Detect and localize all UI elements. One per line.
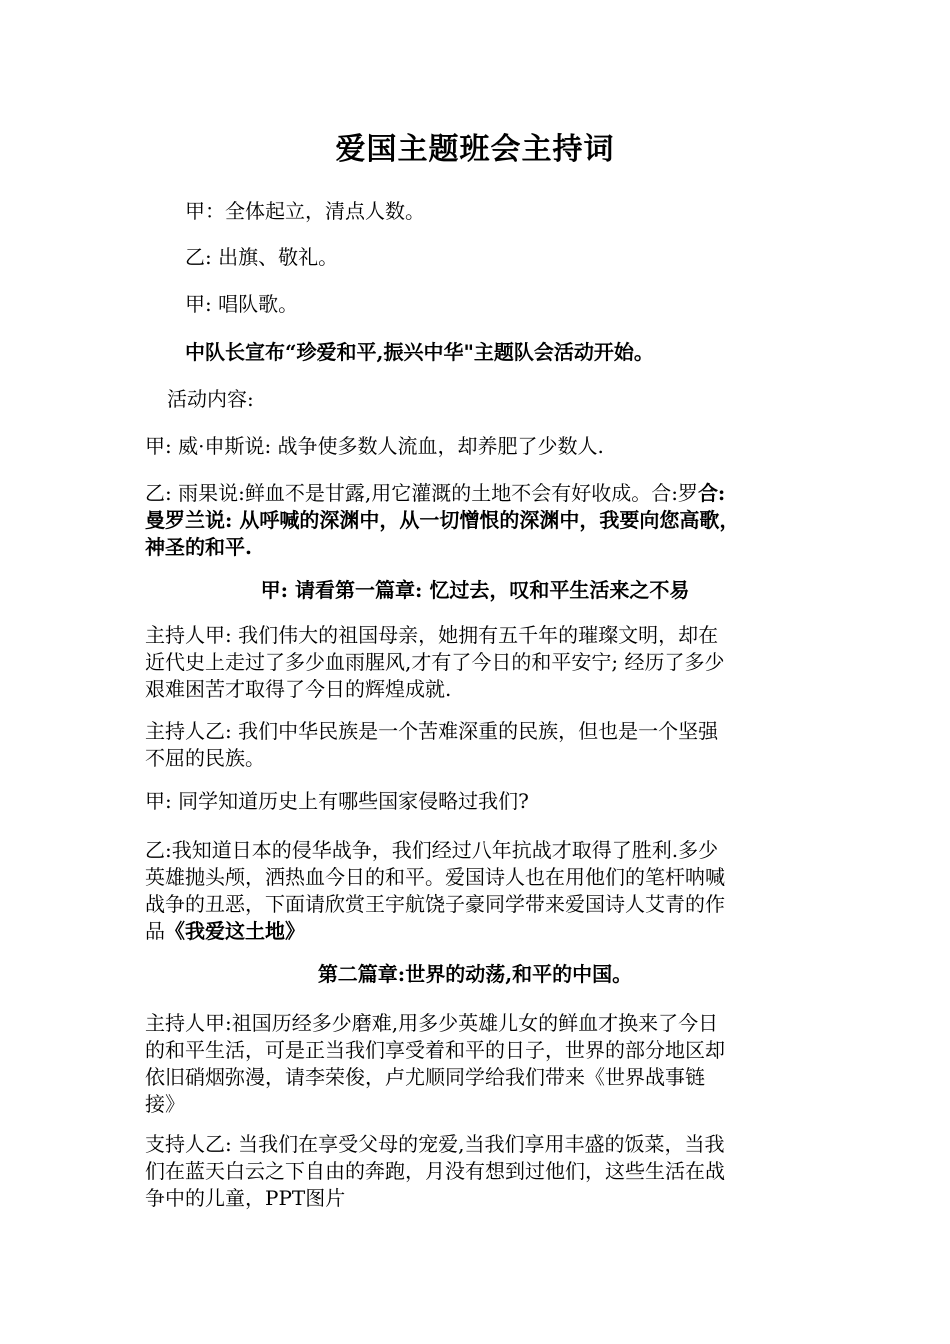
opening-line-2: 乙: 出旗、敬礼。 <box>185 245 339 269</box>
quote-yi-paragraph <box>145 480 825 561</box>
chapter-2-p1-line-1: 主持人甲:祖国历经多少磨难,用多少英雄儿女的鲜血才换来了今日 <box>145 1011 719 1035</box>
chapter-1-p4-line-2: 英雄抛头颅，洒热血今日的和平。爱国诗人也在用他们的笔杆呐喊 <box>145 865 725 889</box>
chapter-2-p2-line-2: 们在蓝天白云之下自由的奔跑，月没有想到过他们，这些生活在战 <box>145 1159 725 1183</box>
document-title: 爱国主题班会主持词 <box>335 132 615 167</box>
quote-yi-line-1-bold: 合: <box>697 481 726 505</box>
chapter-2-p2-line-3: 争中的儿童，PPT图片 <box>145 1186 346 1210</box>
chapter-2-p1-line-2: 的和平生活，可是正当我们享受着和平的日子，世界的部分地区却 <box>145 1038 725 1062</box>
opening-line-1: 甲：全体起立，清点人数。 <box>185 199 425 223</box>
quote-yi-line-3: 神圣的和平. <box>145 535 252 559</box>
chapter-1-p4-line-4-text: 品 <box>145 919 165 943</box>
chapter-1-p1-line-2: 近代史上走过了多少血雨腥风,才有了今日的和平安宁; 经历了多少 <box>145 650 725 674</box>
chapter-1-p4-line-1: 乙:我知道日本的侵华战争，我们经过八年抗战才取得了胜利.多少 <box>145 838 719 862</box>
chapter-1-p1-line-1: 主持人甲: 我们伟大的祖国母亲，她拥有五千年的璀璨文明，却在 <box>145 623 719 647</box>
chapter-2-paragraph-2 <box>145 1131 825 1212</box>
activity-content-label: 活动内容: <box>167 387 254 411</box>
quote-jia: 甲: 威·申斯说: 战争使多数人流血，却养肥了少数人. <box>145 434 604 458</box>
chapter-1-paragraph-2 <box>145 718 825 772</box>
chapter-1-heading: 甲: 请看第一篇章: 忆过去，叹和平生活来之不易 <box>260 578 690 602</box>
chapter-2-p1-line-4: 接》 <box>145 1092 185 1116</box>
poem-title: 《我爱这土地》 <box>165 919 305 943</box>
chapter-1-p4-line-3: 战争的丑恶，下面请欣赏王宇航饶子豪同学带来爱国诗人艾青的作 <box>145 892 725 916</box>
chapter-1-p2-line-2: 不屈的民族。 <box>145 746 265 770</box>
quote-yi-line-1-text: 乙: 雨果说:鲜血不是甘露,用它灌溉的土地不会有好收成。合:罗 <box>145 481 698 505</box>
chapter-1-p1-line-3: 艰难困苦才取得了今日的辉煌成就. <box>145 677 452 701</box>
chapter-2-paragraph-1 <box>145 1010 825 1118</box>
opening-line-3: 甲: 唱队歌。 <box>185 292 299 316</box>
chapter-1-paragraph-3: 甲: 同学知道历史上有哪些国家侵略过我们? <box>145 789 529 813</box>
chapter-2-p1-line-3: 依旧硝烟弥漫，请李荣俊，卢尤顺同学给我们带来《世界战事链 <box>145 1065 705 1089</box>
chapter-1-p4-line-4 <box>145 918 825 945</box>
quote-yi-line-2: 曼罗兰说: 从呼喊的深渊中，从一切憎恨的深渊中，我要向您高歌， <box>145 508 740 532</box>
chapter-1-paragraph-1 <box>145 622 825 703</box>
quote-yi-line-1 <box>145 480 825 507</box>
chapter-2-heading: 第二篇章:世界的动荡,和平的中国。 <box>317 962 633 986</box>
chapter-2-p2-line-1: 支持人乙: 当我们在享受父母的宠爱,当我们享用丰盛的饭菜，当我 <box>145 1132 725 1156</box>
opening-announcement: 中队长宣布“珍爱和平,振兴中华"主题队会活动开始。 <box>185 340 654 364</box>
chapter-1-paragraph-4 <box>145 837 825 945</box>
chapter-1-p2-line-1: 主持人乙: 我们中华民族是一个苦难深重的民族，但也是一个坚强 <box>145 719 719 743</box>
